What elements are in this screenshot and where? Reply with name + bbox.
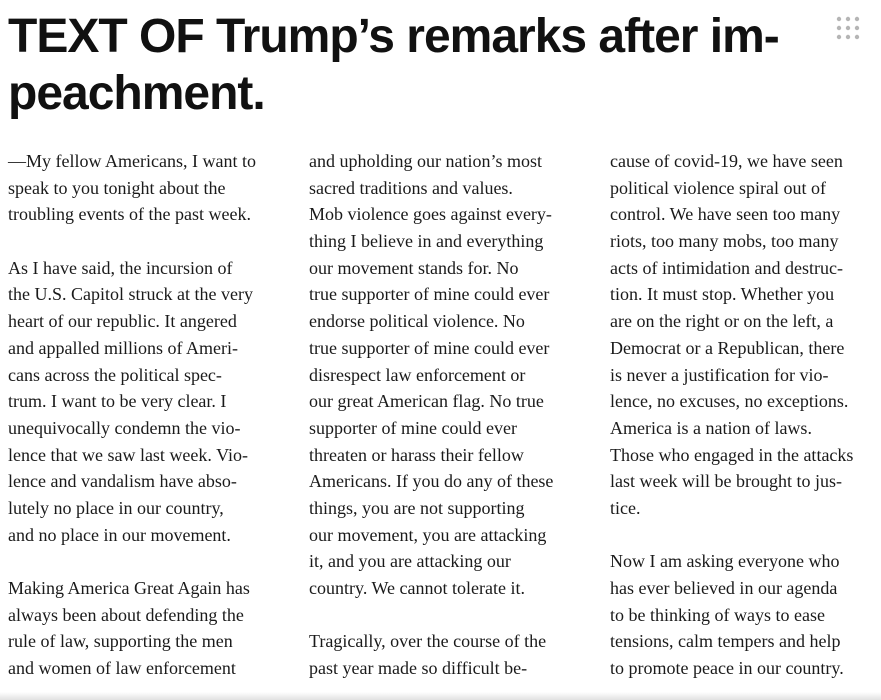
body-text-line: true supporter of mine could ever — [309, 337, 550, 358]
body-text-line: it, and you are attacking our — [309, 551, 511, 572]
paragraph-break — [8, 228, 288, 255]
article-column-2 — [309, 148, 589, 682]
body-text-line: cause of covid-19, we have seen — [610, 151, 843, 171]
grid-dots-icon[interactable] — [835, 15, 861, 41]
body-text-line: things, you are not supporting — [309, 497, 525, 518]
body-text-line: to be thinking of ways to ease — [610, 604, 825, 625]
body-text-line: Mob violence goes against every- — [309, 204, 552, 225]
body-text-line: riots, too many mobs, too many — [610, 231, 839, 252]
body-text-line: sacred traditions and values. — [309, 177, 513, 198]
body-text-line: heart of our republic. It angered — [8, 311, 237, 332]
body-text-line: disrespect law enforcement or — [309, 364, 526, 385]
article-title — [8, 8, 828, 122]
body-text-line: past year made so difficult be- — [309, 658, 528, 679]
paragraph-break — [8, 548, 288, 575]
body-text-line: is never a justification for vio- — [610, 364, 829, 385]
article-title-line: peachment. — [8, 67, 265, 120]
body-text-line: lence, no excuses, no exceptions. — [610, 391, 849, 412]
body-text-line: our movement, you are attacking — [309, 524, 547, 545]
body-text-line: the U.S. Capitol struck at the very — [8, 284, 253, 305]
body-text-line: Making America Great Again has — [8, 578, 250, 598]
body-text-line: last week will be brought to jus- — [610, 471, 842, 492]
bottom-fade — [0, 692, 881, 700]
article-column-1 — [8, 148, 288, 682]
paragraph-break — [309, 602, 589, 629]
body-text-line: thing I believe in and everything — [309, 231, 544, 252]
body-text-line: always been about defending the — [8, 604, 244, 625]
body-text-line: and women of law enforcement — [8, 658, 236, 679]
body-text-line: country. We cannot tolerate it. — [309, 578, 525, 598]
body-text-line: lutely no place in our country, — [8, 497, 224, 518]
body-text-line: control. We have seen too many — [610, 204, 841, 225]
body-text-line: lence and vandalism have abso- — [8, 471, 237, 492]
body-text-line: to promote peace in our country. — [610, 658, 844, 679]
body-text-line: and no place in our movement. — [8, 524, 231, 545]
body-text-line: America is a nation of laws. — [610, 417, 812, 438]
body-text-line: Now I am asking everyone who — [610, 551, 840, 572]
body-text-line: tion. It must stop. Whether you — [610, 284, 835, 305]
body-text-line: our great American flag. No true — [309, 391, 544, 412]
body-text-line: and upholding our nation’s most — [309, 151, 542, 171]
paragraph-break — [610, 522, 880, 549]
body-text-line: Those who engaged in the attacks — [610, 444, 854, 465]
body-text-line: has ever believed in our agenda — [610, 578, 838, 598]
body-text-line: unequivocally condemn the vio- — [8, 417, 241, 438]
body-text-line: tensions, calm tempers and help — [610, 631, 841, 652]
body-text-line: Democrat or a Republican, there — [610, 337, 845, 358]
body-text-line: true supporter of mine could ever — [309, 284, 550, 305]
body-text-line: are on the right or on the left, a — [610, 311, 834, 332]
body-text-line: Americans. If you do any of these — [309, 471, 554, 492]
body-text-line: rule of law, supporting the men — [8, 631, 233, 652]
body-text-line: lence that we saw last week. Vio- — [8, 444, 249, 465]
body-text-line: cans across the political spec- — [8, 364, 222, 385]
body-text-line: our movement stands for. No — [309, 257, 519, 278]
article-title-line: TEXT OF Trump’s remarks after im- — [8, 10, 779, 63]
body-text-line: and appalled millions of Ameri- — [8, 337, 238, 358]
body-text-line: supporter of mine could ever — [309, 417, 517, 438]
body-text-line: tice. — [610, 497, 641, 518]
article-column-3 — [610, 148, 880, 682]
body-text-line: Tragically, over the course of the — [309, 631, 547, 652]
body-text-line: threaten or harass their fellow — [309, 444, 524, 465]
body-text-line: trum. I want to be very clear. I — [8, 391, 227, 412]
body-text-line: political violence spiral out of — [610, 177, 826, 198]
body-text-line: troubling events of the past week. — [8, 204, 251, 225]
body-text-line: As I have said, the incursion of — [8, 257, 233, 278]
body-text-line: endorse political violence. No — [309, 311, 525, 332]
body-text-line: —My fellow Americans, I want to — [8, 151, 256, 171]
body-text-line: acts of intimidation and destruc- — [610, 257, 843, 278]
body-text-line: speak to you tonight about the — [8, 177, 226, 198]
